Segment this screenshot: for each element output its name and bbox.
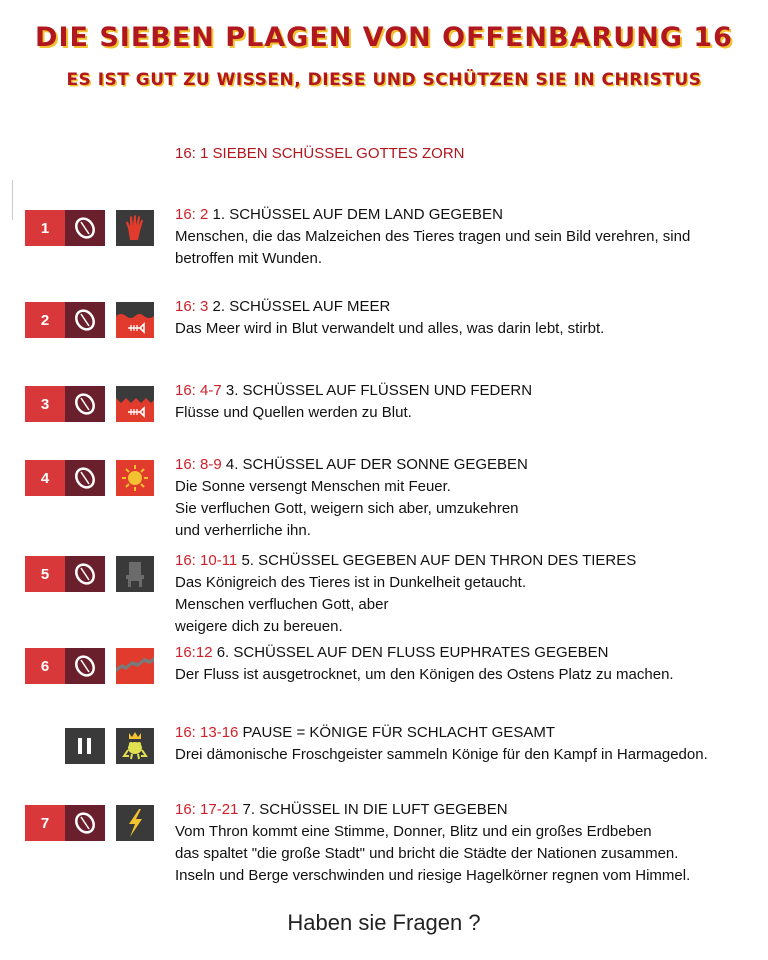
pause-icon bbox=[65, 728, 105, 764]
plague-text bbox=[175, 204, 755, 270]
verse-ref: 16: 8-9 bbox=[175, 456, 222, 473]
plague-number: 4 bbox=[25, 460, 65, 496]
footer-question: Haben sie Fragen ? bbox=[287, 910, 481, 935]
dead-fish-sea-icon bbox=[116, 302, 154, 338]
icon-group bbox=[25, 728, 165, 764]
bowl-heading: 5. SCHÜSSEL GEGEBEN AUF DEN THRON DES TIERES bbox=[237, 552, 637, 569]
icon-group bbox=[25, 460, 165, 496]
bowl-icon bbox=[65, 556, 105, 592]
description-line: Der Fluss ist ausgetrocknet, um den Königen des Ostens Platz zu machen. bbox=[175, 666, 674, 683]
pause-heading: PAUSE = KÖNIGE FÜR SCHLACHT GESAMT bbox=[238, 724, 555, 741]
hand-icon bbox=[116, 210, 154, 246]
verse-ref: 16: 3 bbox=[175, 298, 209, 315]
description-line: Drei dämonische Froschgeister sammeln Könige für den Kampf in Harmagedon. bbox=[175, 746, 708, 763]
bowl-icon bbox=[65, 210, 105, 246]
icon-group bbox=[25, 648, 165, 684]
verse-ref: 16: 10-11 bbox=[175, 552, 238, 569]
icon-group bbox=[25, 302, 165, 338]
description-line: und verherrliche ihn. bbox=[175, 522, 311, 539]
bowl-heading: 2. SCHÜSSEL AUF MEER bbox=[208, 298, 391, 315]
dry-river-icon bbox=[116, 648, 154, 684]
throne-icon bbox=[116, 556, 154, 592]
icon-group bbox=[25, 805, 165, 841]
plague-text bbox=[175, 380, 755, 424]
description-line: weigere dich zu bereuen. bbox=[175, 618, 343, 635]
description-line: Flüsse und Quellen werden zu Blut. bbox=[175, 404, 412, 421]
plague-text bbox=[175, 296, 755, 340]
description-line: Die Sonne versengt Menschen mit Feuer. bbox=[175, 478, 451, 495]
description-line: Sie verfluchen Gott, weigern sich aber, umzukehren bbox=[175, 500, 519, 517]
description-line: Das Meer wird in Blut verwandelt und alles, was darin lebt, stirbt. bbox=[175, 320, 605, 337]
bowl-heading: 4. SCHÜSSEL AUF DER SONNE GEGEBEN bbox=[221, 456, 528, 473]
intro-line: 16: 1 SIEBEN SCHÜSSEL GOTTES ZORN bbox=[175, 145, 465, 162]
plague-text bbox=[175, 550, 755, 638]
description-line: das spaltet "die große Stadt" und bricht die Städte der Nationen zusammen. bbox=[175, 845, 679, 862]
plague-number: 3 bbox=[25, 386, 65, 422]
edge-divider bbox=[12, 180, 13, 220]
description-line: Menschen, die das Malzeichen des Tieres tragen und sein Bild verehren, sind bbox=[175, 228, 691, 245]
description-line: Das Königreich des Tieres ist in Dunkelheit getaucht. bbox=[175, 574, 527, 591]
icon-group bbox=[25, 386, 165, 422]
plague-number: 5 bbox=[25, 556, 65, 592]
description-line: Menschen verfluchen Gott, aber bbox=[175, 596, 389, 613]
sun-icon bbox=[116, 460, 154, 496]
plague-text bbox=[175, 722, 755, 766]
verse-ref: 16:12 bbox=[175, 644, 213, 661]
verse-ref: 16: 13-16 bbox=[175, 724, 239, 741]
bowl-heading: 7. SCHÜSSEL IN DIE LUFT GEGEBEN bbox=[238, 801, 508, 818]
dead-fish-river-icon bbox=[116, 386, 154, 422]
icon-group bbox=[25, 210, 165, 246]
description-line: Inseln und Berge verschwinden und riesige Hagelkörner regnen vom Himmel. bbox=[175, 867, 691, 884]
verse-ref: 16: 2 bbox=[175, 206, 209, 223]
icon-group bbox=[25, 556, 165, 592]
plague-text bbox=[175, 454, 755, 542]
bowl-icon bbox=[65, 386, 105, 422]
bowl-icon bbox=[65, 648, 105, 684]
frog-king-icon bbox=[116, 728, 154, 764]
page-title: DIE SIEBEN PLAGEN VON OFFENBARUNG 16 bbox=[35, 22, 733, 53]
bowl-icon bbox=[65, 302, 105, 338]
plague-number: 1 bbox=[25, 210, 65, 246]
lightning-icon bbox=[116, 805, 154, 841]
verse-ref: 16: 17-21 bbox=[175, 801, 239, 818]
bowl-icon bbox=[65, 460, 105, 496]
page-subtitle: ES IST GUT ZU WISSEN, DIESE UND SCHÜTZEN SIE IN CHRISTUS bbox=[66, 70, 702, 90]
bowl-heading: 1. SCHÜSSEL AUF DEM LAND GEGEBEN bbox=[208, 206, 503, 223]
plague-number: 2 bbox=[25, 302, 65, 338]
plague-number: 7 bbox=[25, 805, 65, 841]
bowl-heading: 3. SCHÜSSEL AUF FLÜSSEN UND FEDERN bbox=[221, 382, 533, 399]
verse-ref: 16: 4-7 bbox=[175, 382, 222, 399]
plague-text bbox=[175, 799, 755, 887]
description-line: Vom Thron kommt eine Stimme, Donner, Blitz und ein großes Erdbeben bbox=[175, 823, 652, 840]
plague-text bbox=[175, 642, 755, 686]
bowl-heading: 6. SCHÜSSEL AUF DEN FLUSS EUPHRATES GEGEBEN bbox=[212, 644, 609, 661]
bowl-icon bbox=[65, 805, 105, 841]
plague-number: 6 bbox=[25, 648, 65, 684]
description-line: betroffen mit Wunden. bbox=[175, 250, 323, 267]
